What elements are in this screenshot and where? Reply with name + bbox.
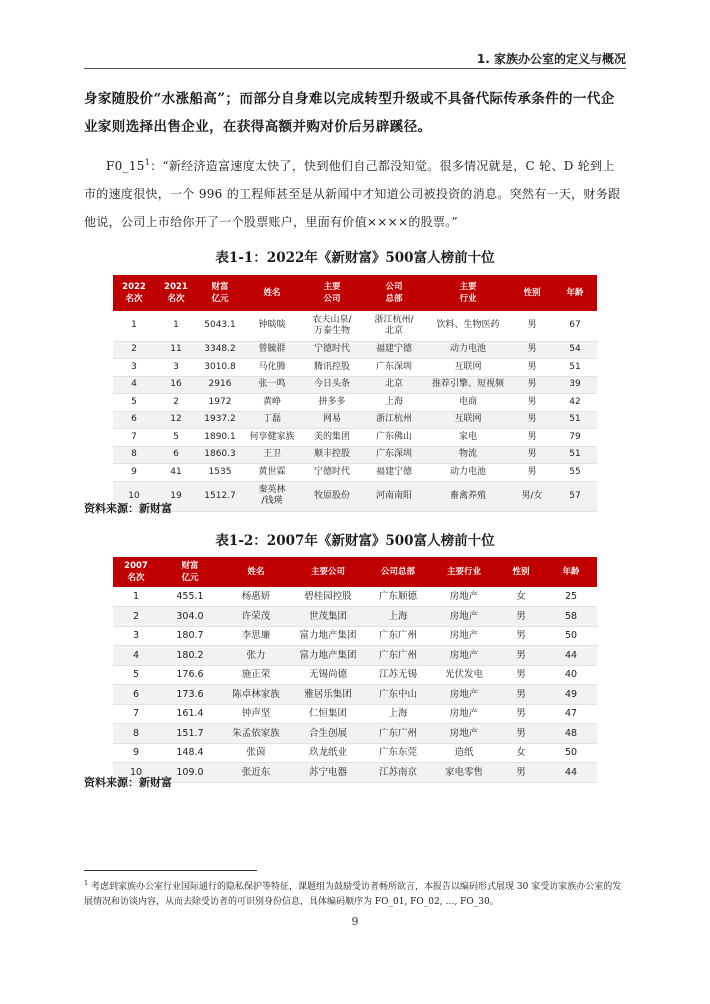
table-cell: 王卫 [243, 446, 301, 464]
table-cell: 广东东莞 [365, 743, 431, 763]
table-cell: 16 [155, 376, 197, 394]
table-row [113, 646, 597, 666]
table-cell: 51 [553, 411, 597, 429]
table1-body [113, 311, 597, 511]
column-header [159, 557, 221, 587]
table-row [113, 704, 597, 724]
table-cell: 女 [497, 587, 545, 607]
column-header-text: 总部 [385, 294, 403, 304]
table-cell: 马化腾 [243, 359, 301, 377]
table-cell: 男 [497, 763, 545, 783]
interview-quote: ：“新经济造富速度太快了，快到他们自己都没知觉。很多情况就是，C 轮、D 轮到上市的速度很快，一个 996 的工程师甚至是从新闻中才知道公司被投资的消息。突然有一天，财务跟他说，公司上市给你开了一个股票账户，里面有价值××××的股票。” [84, 159, 621, 229]
table-cell: 男 [511, 359, 553, 377]
table-cell: 丁磊 [243, 411, 301, 429]
table-cell: 黄世霖 [243, 464, 301, 482]
column-header-text: 性别 [512, 567, 530, 577]
running-header-title: 1. 家族办公室的定义与概况 [476, 52, 626, 66]
column-header [363, 275, 425, 311]
table-cell: 福建宁德 [363, 341, 425, 359]
table-cell: 12 [155, 411, 197, 429]
table-cell: 家电零售 [431, 763, 497, 783]
table-cell: 10 [113, 481, 155, 511]
table-cell: 张力 [221, 646, 291, 666]
table-cell: 碧桂园控股 [291, 587, 365, 607]
table-cell: 施正荣 [221, 665, 291, 685]
table-cell: 41 [155, 464, 197, 482]
column-header-text: 主要 [459, 282, 477, 292]
table-cell: 黄峥 [243, 394, 301, 412]
table-cell: 3010.8 [197, 359, 243, 377]
table-cell: 农夫山泉/ 万泰生物 [301, 311, 363, 341]
table-cell: 合生创展 [291, 724, 365, 744]
column-header-text: 公司 [323, 294, 341, 304]
table-cell: 世茂集团 [291, 607, 365, 627]
footnote-text: 考虑到家族办公室行业国际通行的隐私保护等特征，课题组为鼓励受访者畅所欲言，本报告以编码形式展现 30 家受访家族办公室的发展情况和访谈内容，从而去除受访者的可识别身份信息，具体编码顺序为 FO_01, FO_02, …, FO_30。 [84, 882, 622, 907]
column-header [221, 557, 291, 587]
table-cell: 44 [545, 763, 597, 783]
column-header-text: 亿元 [211, 294, 229, 304]
table-cell: 7 [113, 429, 155, 447]
table-cell: 杨惠妍 [221, 587, 291, 607]
table-cell: 11 [155, 341, 197, 359]
table-cell: 饮料、生物医药 [425, 311, 511, 341]
table-cell: 180.2 [159, 646, 221, 666]
table-cell: 2 [113, 341, 155, 359]
column-header [511, 275, 553, 311]
table-cell: 51 [553, 446, 597, 464]
table-cell: 广东广州 [365, 646, 431, 666]
table-cell: 李思廉 [221, 626, 291, 646]
body-paragraph-2 [84, 152, 626, 236]
table-cell: 50 [545, 626, 597, 646]
table-row [113, 724, 597, 744]
table-cell: 男 [497, 665, 545, 685]
table-cell: 牧原股份 [301, 481, 363, 511]
table-cell: 男 [497, 626, 545, 646]
table-cell: 富力地产集团 [291, 626, 365, 646]
column-header-text: 主要 [323, 282, 341, 292]
table-cell: 79 [553, 429, 597, 447]
table-cell: 广东广州 [365, 626, 431, 646]
table-cell: 电商 [425, 394, 511, 412]
table-cell: 151.7 [159, 724, 221, 744]
column-header-text: 亿元 [181, 573, 199, 583]
table-cell: 19 [155, 481, 197, 511]
table1-source: 资料来源：新财富 [84, 502, 172, 515]
table-cell: 广东深圳 [363, 359, 425, 377]
table-cell: 无锡尚德 [291, 665, 365, 685]
table-cell: 148.4 [159, 743, 221, 763]
interview-code: F0_15 [106, 159, 145, 173]
table-cell: 2916 [197, 376, 243, 394]
table-cell: 1535 [197, 464, 243, 482]
table2-body [113, 587, 597, 782]
table-cell: 钟声坚 [221, 704, 291, 724]
column-header-text: 2021 [164, 282, 188, 292]
table-row [113, 607, 597, 627]
column-header-text: 姓名 [263, 288, 281, 298]
footnote [84, 876, 626, 910]
column-header [365, 557, 431, 587]
table-cell: 房地产 [431, 704, 497, 724]
table-cell: 今日头条 [301, 376, 363, 394]
table-cell: 2 [113, 607, 159, 627]
table-cell: 畜禽养殖 [425, 481, 511, 511]
table-cell: 家电 [425, 429, 511, 447]
table-cell: 9 [113, 743, 159, 763]
table-cell: 10 [113, 763, 159, 783]
table-cell: 3 [113, 626, 159, 646]
body-paragraph-1: 身家随股价“水涨船高”；而部分自身难以完成转型升级或不具备代际传承条件的一代企业家则选择出售企业，在获得高额并购对价后另辟蹊径。 [84, 91, 615, 135]
table-cell: 6 [113, 685, 159, 705]
table-cell: 67 [553, 311, 597, 341]
table-cell: 何享健家族 [243, 429, 301, 447]
table-cell: 房地产 [431, 587, 497, 607]
column-header-text: 年龄 [562, 567, 580, 577]
column-header-text: 主要行业 [446, 567, 481, 577]
table-cell: 互联网 [425, 411, 511, 429]
table-cell: 浙江杭州/ 北京 [363, 311, 425, 341]
table-cell: 上海 [363, 394, 425, 412]
table-cell: 42 [553, 394, 597, 412]
table-cell: 男 [511, 311, 553, 341]
table-cell: 广东顺德 [365, 587, 431, 607]
table-cell: 男 [511, 376, 553, 394]
column-header-text: 财富 [211, 282, 229, 292]
table-cell: 富力地产集团 [291, 646, 365, 666]
column-header [425, 275, 511, 311]
table-cell: 上海 [365, 607, 431, 627]
table-row [113, 411, 597, 429]
footnote-divider [84, 870, 257, 871]
table-cell: 广东中山 [365, 685, 431, 705]
table-cell: 304.0 [159, 607, 221, 627]
table-cell: 180.7 [159, 626, 221, 646]
column-header-text: 名次 [125, 294, 143, 304]
table-cell: 男 [511, 411, 553, 429]
column-header-text: 公司 [385, 282, 403, 292]
table-cell: 房地产 [431, 724, 497, 744]
table-cell: 曾毓群 [243, 341, 301, 359]
table-cell: 男 [497, 724, 545, 744]
table-cell: 6 [113, 411, 155, 429]
table-cell: 1512.7 [197, 481, 243, 511]
table-cell: 物流 [425, 446, 511, 464]
table-cell: 1860.3 [197, 446, 243, 464]
column-header-text: 名次 [167, 294, 185, 304]
column-header-text: 主要公司 [310, 567, 345, 577]
table-cell: 1 [155, 311, 197, 341]
table-cell: 朱孟依家族 [221, 724, 291, 744]
table-cell: 张一鸣 [243, 376, 301, 394]
table-row [113, 743, 597, 763]
table-cell: 江苏南京 [365, 763, 431, 783]
table-cell: 互联网 [425, 359, 511, 377]
column-header [113, 275, 155, 311]
table-cell: 男 [511, 464, 553, 482]
table-cell: 4 [113, 646, 159, 666]
table-cell: 女 [497, 743, 545, 763]
table-cell: 3348.2 [197, 341, 243, 359]
table-cell: 3 [155, 359, 197, 377]
table-cell: 顺丰控股 [301, 446, 363, 464]
column-header [431, 557, 497, 587]
column-header-text: 行业 [459, 294, 477, 304]
column-header [113, 557, 159, 587]
table-cell: 动力电池 [425, 464, 511, 482]
column-header-text: 性别 [523, 288, 541, 298]
table-row [113, 665, 597, 685]
column-header [291, 557, 365, 587]
table-row [113, 464, 597, 482]
table-cell: 雅居乐集团 [291, 685, 365, 705]
table-cell: 51 [553, 359, 597, 377]
column-header-text: 名次 [127, 573, 145, 583]
table-row [113, 446, 597, 464]
column-header [301, 275, 363, 311]
table-row [113, 429, 597, 447]
table-cell: 浙江杭州 [363, 411, 425, 429]
column-header-text: 年龄 [566, 288, 584, 298]
table-cell: 玖龙纸业 [291, 743, 365, 763]
table-cell: 1 [113, 587, 159, 607]
table-cell: 48 [545, 724, 597, 744]
table-cell: 许荣茂 [221, 607, 291, 627]
table-cell: 陈卓林家族 [221, 685, 291, 705]
table-cell: 广东广州 [365, 724, 431, 744]
table-cell: 推荐引擎、短视频 [425, 376, 511, 394]
table-cell: 上海 [365, 704, 431, 724]
table-cell: 造纸 [431, 743, 497, 763]
column-header [545, 557, 597, 587]
table-cell: 仁恒集团 [291, 704, 365, 724]
table-cell: 4 [113, 376, 155, 394]
column-header [497, 557, 545, 587]
column-header [155, 275, 197, 311]
column-header-text: 公司总部 [380, 567, 415, 577]
table-cell: 男 [511, 446, 553, 464]
table-cell: 455.1 [159, 587, 221, 607]
table-cell: 5 [113, 394, 155, 412]
table-row [113, 394, 597, 412]
table-cell: 109.0 [159, 763, 221, 783]
table-cell: 49 [545, 685, 597, 705]
table-cell: 161.4 [159, 704, 221, 724]
table-cell: 房地产 [431, 685, 497, 705]
table-cell: 57 [553, 481, 597, 511]
table-cell: 苏宁电器 [291, 763, 365, 783]
table-cell: 江苏无锡 [365, 665, 431, 685]
table-cell: 40 [545, 665, 597, 685]
table-cell: 1890.1 [197, 429, 243, 447]
column-header-text: 姓名 [247, 567, 265, 577]
column-header [553, 275, 597, 311]
footnote-ref[interactable]: 1 [144, 158, 151, 167]
page-number: 9 [351, 915, 359, 928]
table-cell: 张近东 [221, 763, 291, 783]
table-cell: 宁德时代 [301, 464, 363, 482]
table-cell: 钟睒睒 [243, 311, 301, 341]
table-cell: 网易 [301, 411, 363, 429]
table-cell: 8 [113, 446, 155, 464]
table-row [113, 763, 597, 783]
table-cell: 男 [497, 646, 545, 666]
table1-caption: 表1-1：2022年《新财富》500富人榜前十位 [215, 250, 495, 266]
table-row [113, 311, 597, 341]
table-cell: 广东佛山 [363, 429, 425, 447]
table-cell: 5 [113, 665, 159, 685]
table-cell: 河南南阳 [363, 481, 425, 511]
table-cell: 房地产 [431, 646, 497, 666]
table-cell: 拼多多 [301, 394, 363, 412]
table-cell: 男 [511, 341, 553, 359]
table-cell: 39 [553, 376, 597, 394]
table-cell: 1937.2 [197, 411, 243, 429]
table-row [113, 376, 597, 394]
table-cell: 47 [545, 704, 597, 724]
table-cell: 光伏发电 [431, 665, 497, 685]
table-cell: 男/女 [511, 481, 553, 511]
table2-source: 资料来源：新财富 [84, 776, 172, 789]
table-cell: 58 [545, 607, 597, 627]
table-cell: 8 [113, 724, 159, 744]
table-cell: 北京 [363, 376, 425, 394]
table-cell: 男 [497, 704, 545, 724]
table-cell: 25 [545, 587, 597, 607]
table-cell: 男 [511, 394, 553, 412]
table-cell: 9 [113, 464, 155, 482]
table-row [113, 341, 597, 359]
table-cell: 宁德时代 [301, 341, 363, 359]
column-header-text: 2007 [124, 561, 148, 571]
table-cell: 5043.1 [197, 311, 243, 341]
footnote-mark: 1 [84, 879, 89, 887]
table-cell: 3 [113, 359, 155, 377]
table-cell: 秦英林 /钱瑛 [243, 481, 301, 511]
table-row [113, 481, 597, 511]
table-row [113, 359, 597, 377]
table-cell: 55 [553, 464, 597, 482]
table-cell: 50 [545, 743, 597, 763]
table-cell: 腾讯控股 [301, 359, 363, 377]
table-cell: 5 [155, 429, 197, 447]
table-cell: 男 [511, 429, 553, 447]
table-cell: 男 [497, 607, 545, 627]
column-header-text: 财富 [181, 561, 199, 571]
table-2022-rich-list [113, 275, 597, 512]
table-cell: 1972 [197, 394, 243, 412]
table-cell: 54 [553, 341, 597, 359]
table-cell: 176.6 [159, 665, 221, 685]
table-cell: 房地产 [431, 607, 497, 627]
column-header-text: 2022 [122, 282, 146, 292]
table-cell: 44 [545, 646, 597, 666]
table2-header-row [113, 557, 597, 587]
table-row [113, 587, 597, 607]
table-cell: 173.6 [159, 685, 221, 705]
table-cell: 美的集团 [301, 429, 363, 447]
column-header [243, 275, 301, 311]
table-cell: 男 [497, 685, 545, 705]
table2-caption: 表1-2：2007年《新财富》500富人榜前十位 [215, 533, 495, 549]
header-divider [84, 68, 626, 69]
table-row [113, 685, 597, 705]
table-cell: 张茵 [221, 743, 291, 763]
table-row [113, 626, 597, 646]
table-cell: 7 [113, 704, 159, 724]
column-header [197, 275, 243, 311]
table1-header-row [113, 275, 597, 311]
table-cell: 6 [155, 446, 197, 464]
table-cell: 房地产 [431, 626, 497, 646]
table-2007-rich-list [113, 557, 597, 783]
table-cell: 福建宁德 [363, 464, 425, 482]
table-cell: 广东深圳 [363, 446, 425, 464]
table-cell: 1 [113, 311, 155, 341]
table-cell: 2 [155, 394, 197, 412]
table-cell: 动力电池 [425, 341, 511, 359]
